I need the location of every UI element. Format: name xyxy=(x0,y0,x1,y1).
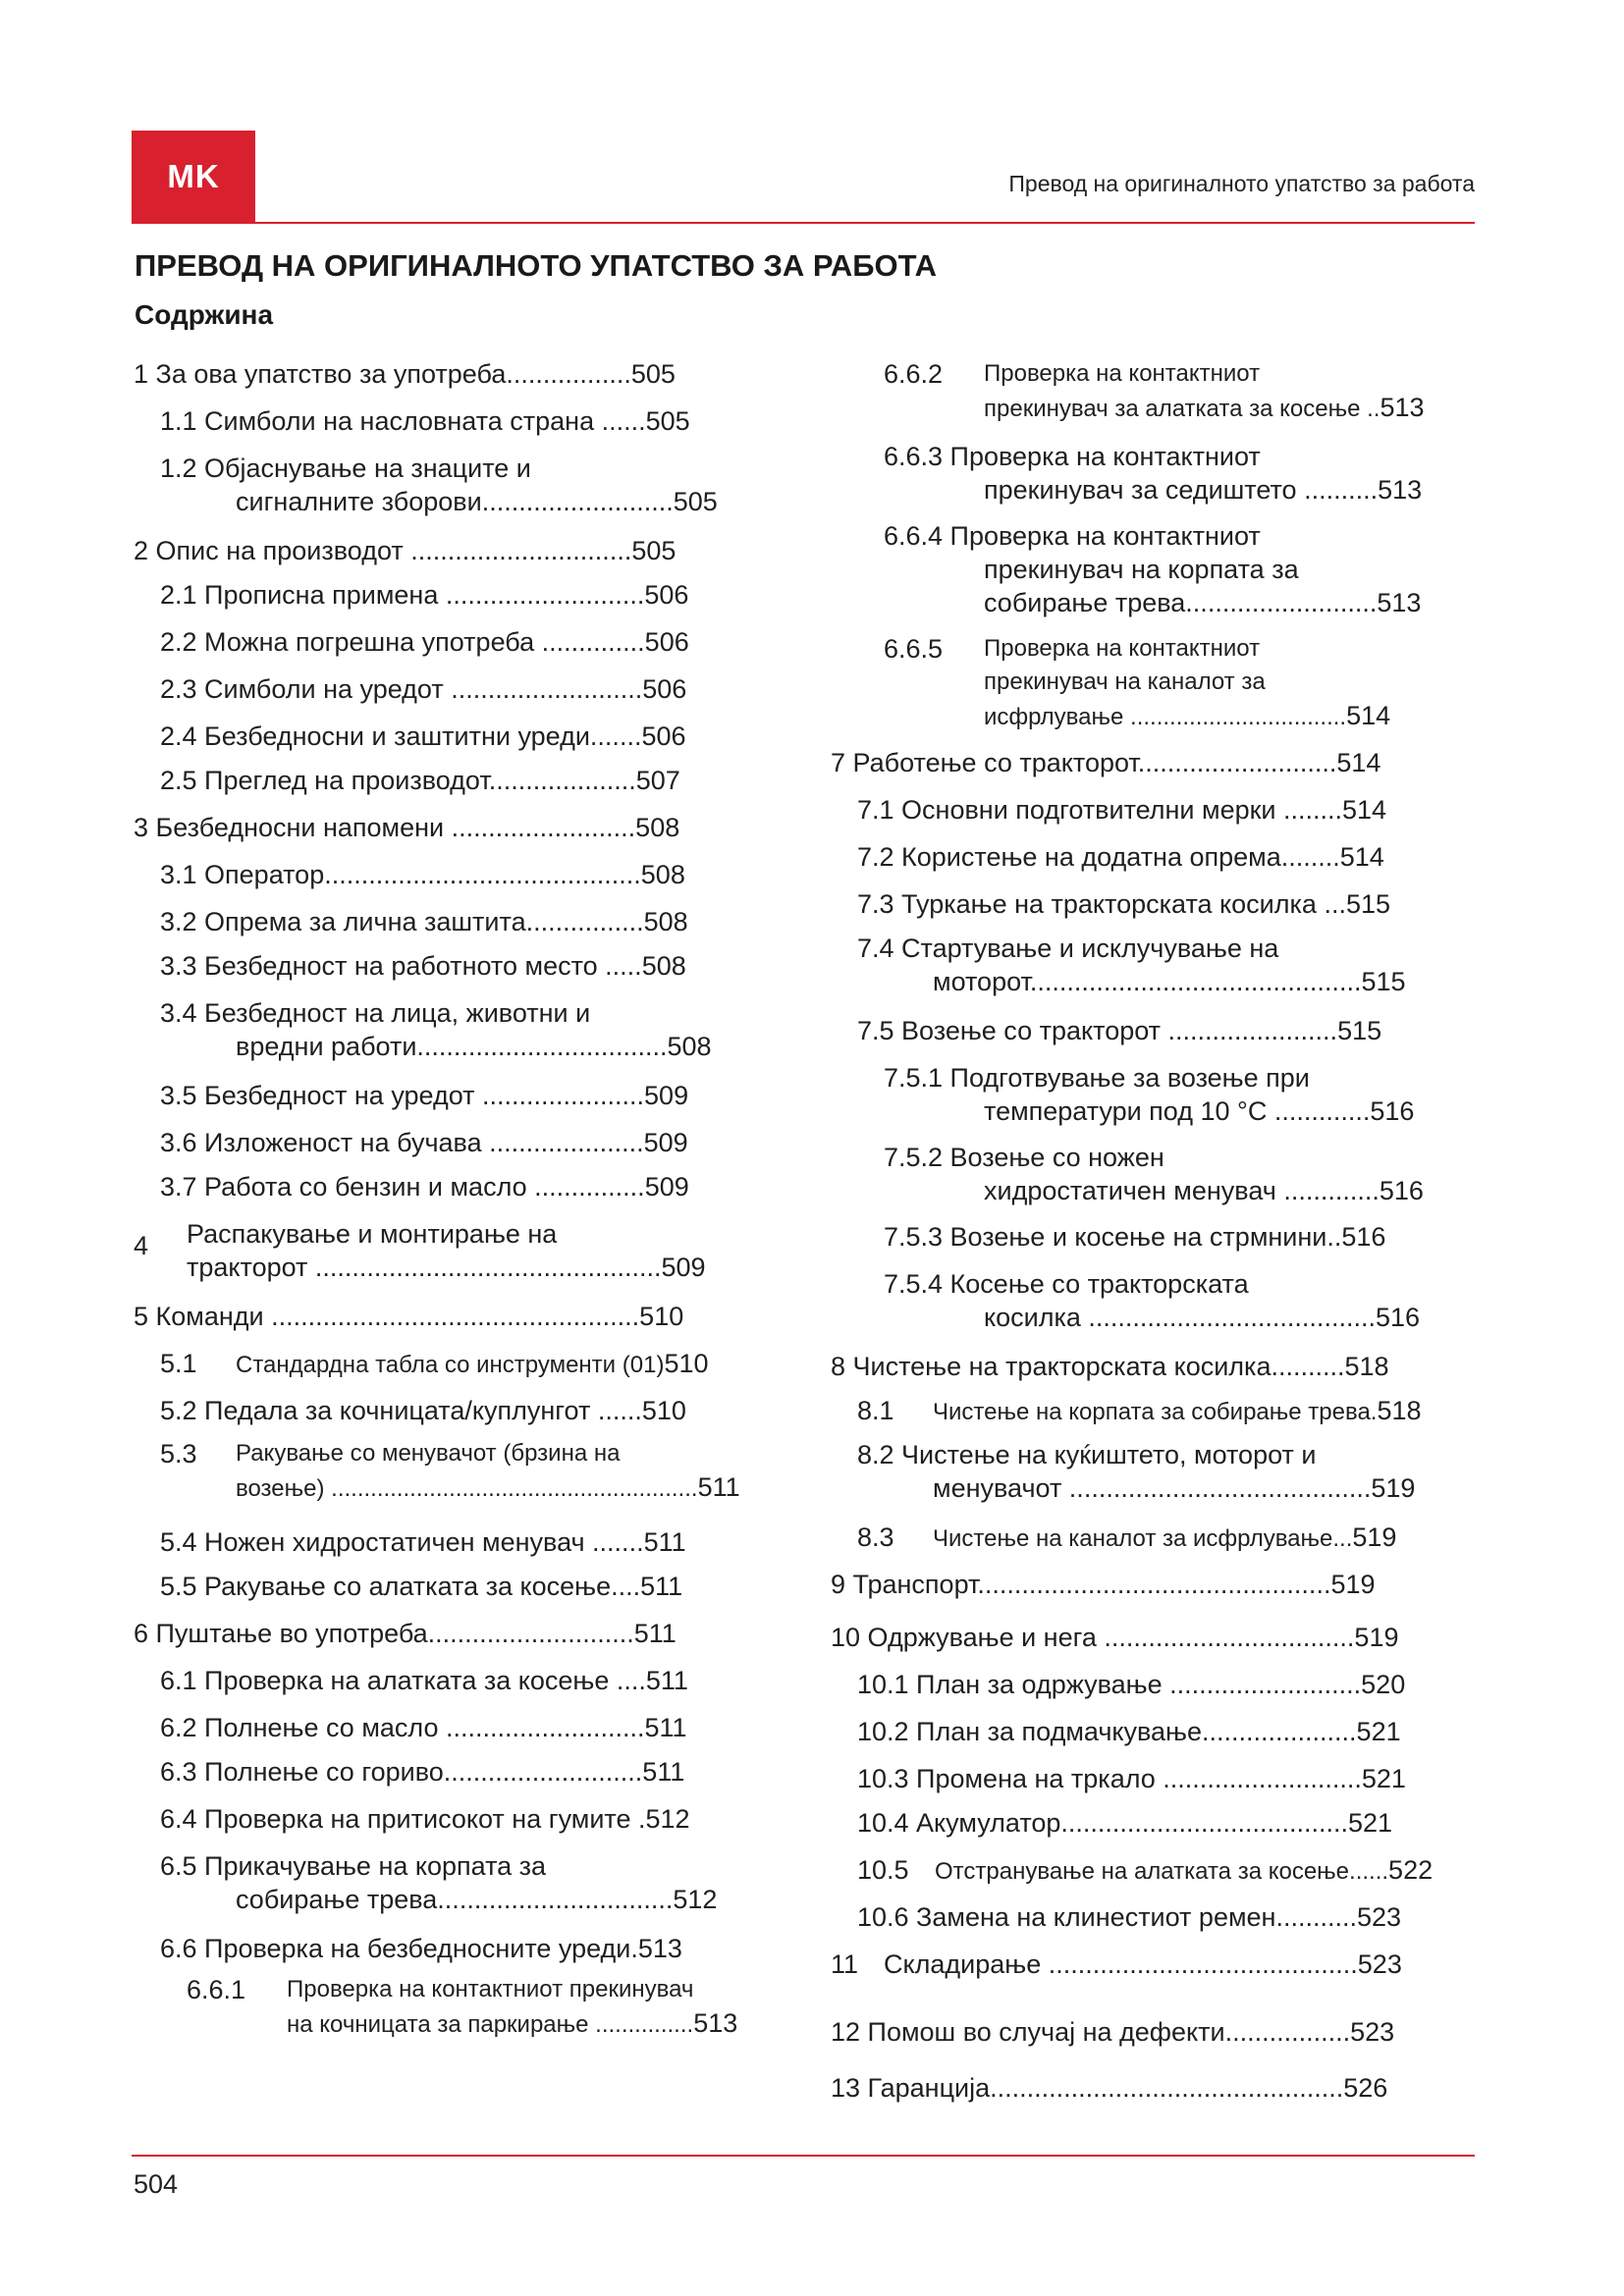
toc-entry-number: 8.3 xyxy=(857,1522,894,1552)
toc-page-number: 516 xyxy=(1370,1096,1415,1126)
toc-entry-text: 3.4 Безбедност на лица, животни и xyxy=(160,998,591,1028)
toc-page-number: 508 xyxy=(643,907,688,936)
toc-page-number: 509 xyxy=(661,1253,706,1282)
toc-entry-text: прекинувач за седиштето .......... xyxy=(984,475,1379,505)
toc-entry-text: 6.4 Проверка на притисокот на гумите . xyxy=(160,1804,646,1834)
header-title: Превод на оригиналното упатство за работа xyxy=(1008,171,1475,196)
toc-page-number: 521 xyxy=(1356,1717,1401,1746)
toc-entry-text: Распакување и монтирање на xyxy=(187,1219,558,1249)
toc-entry-text: возење) ........................................................ xyxy=(236,1475,698,1502)
toc-entry-text: 10.4 Акумулатор....................................... xyxy=(857,1808,1348,1838)
toc-entry-text: 8.2 Чистење на куќиштето, моторот и xyxy=(857,1440,1317,1469)
toc-entry-text: 7.5.2 Возење со ножен xyxy=(884,1143,1164,1172)
toc-entry-number: 4 xyxy=(134,1231,149,1260)
toc-page-number: 514 xyxy=(1346,701,1391,730)
toc-entry-text: 3.2 Опрема за лична заштита................ xyxy=(160,907,644,936)
toc-page-number: 509 xyxy=(644,1172,689,1201)
toc-entry-text: 5.4 Ножен хидростатичен менувач ....... xyxy=(160,1527,644,1557)
toc-page-number: 511 xyxy=(697,1472,740,1502)
toc-page-number: 510 xyxy=(639,1302,684,1331)
toc-entry-text: 3.1 Оператор........................................... xyxy=(160,860,641,889)
toc-page-number: 520 xyxy=(1361,1670,1406,1699)
toc-page-number: 505 xyxy=(673,487,718,516)
page-number: 504 xyxy=(134,2169,179,2199)
toc-page-number: 514 xyxy=(1342,795,1387,825)
toc-entry-text: 9 Транспорт................................................ xyxy=(831,1570,1331,1599)
toc-page-number: 509 xyxy=(644,1081,689,1110)
toc-page-number: 513 xyxy=(693,2008,738,2038)
toc-entry-text: 7.5.1 Подготвување за возење при xyxy=(884,1063,1310,1093)
toc-entry-text: 7.3 Туркање на тракторската косилка ... xyxy=(857,889,1346,919)
toc-entry-text: Проверка на контактниот xyxy=(984,360,1261,387)
toc-page-number: 522 xyxy=(1388,1855,1434,1885)
toc-page-number: 519 xyxy=(1354,1623,1399,1652)
toc-entry-text: 5 Команди .................................................. xyxy=(134,1302,640,1331)
toc-page-number: 514 xyxy=(1339,842,1384,872)
toc-page-number: 506 xyxy=(644,580,689,610)
toc-entry-text: 10.3 Промена на тркало ........................... xyxy=(857,1764,1362,1793)
toc-page-number: 523 xyxy=(1357,1949,1402,1979)
toc-entry-text: прекинувач за алатката за косење .. xyxy=(984,396,1380,422)
toc-page-number: 510 xyxy=(641,1396,686,1425)
toc-entry-text: 8 Чистење на тракторската косилка.......... xyxy=(831,1352,1345,1381)
toc-entry-text: 7 Работење со тракторот........................... xyxy=(831,748,1337,777)
toc-entry-text: сигналните зборови.......................... xyxy=(236,487,674,516)
toc-entry-text: Отстранување на алатката за косење...... xyxy=(935,1858,1389,1885)
toc-entry-text: 3 Безбедносни напомени ......................... xyxy=(134,813,636,842)
toc-page-number: 515 xyxy=(1337,1016,1382,1045)
toc-page-number: 506 xyxy=(644,627,689,657)
toc-entry-text: 1 За ова упатство за употреба................. xyxy=(134,359,631,389)
toc-entry-text: собирање трева................................ xyxy=(236,1885,674,1914)
toc-entry-text: прекинувач на каналот за xyxy=(984,668,1266,695)
toc-entry-text: Ракување со менувачот (брзина на xyxy=(236,1440,621,1467)
footer-divider xyxy=(132,2155,1475,2157)
toc-page-number: 523 xyxy=(1356,1902,1402,1932)
toc-page-number: 509 xyxy=(643,1128,688,1157)
toc-page-number: 511 xyxy=(644,1713,687,1742)
toc-page-number: 515 xyxy=(1345,889,1391,919)
toc-page-number: 521 xyxy=(1361,1764,1406,1793)
toc-page-number: 511 xyxy=(640,1572,683,1601)
toc-entry-text: 7.2 Користење на додатна опрема........ xyxy=(857,842,1340,872)
toc-entry-text: 6.5 Прикачување на корпата за xyxy=(160,1851,547,1881)
toc-entry-number: 6.6.1 xyxy=(187,1975,246,2004)
toc-entry-text: 10.6 Замена на клинестиот ремен........... xyxy=(857,1902,1357,1932)
toc-page-number: 508 xyxy=(635,813,680,842)
toc-page-number: 511 xyxy=(645,1666,688,1695)
toc-entry-text: собирање трева.......................... xyxy=(984,588,1378,617)
toc-page-number: 519 xyxy=(1352,1522,1397,1552)
toc-entry-text: прекинувач на корпата за xyxy=(984,555,1299,584)
toc-page-number: 505 xyxy=(645,406,690,436)
toc-entry-text: 6.6.3 Проверка на контактниот xyxy=(884,442,1261,471)
toc-entry-text: вредни работи.................................. xyxy=(236,1032,668,1061)
toc-entry-text: 3.3 Безбедност на работното место ..... xyxy=(160,951,642,981)
toc-entry-text: 10 Одржување и нега .................................. xyxy=(831,1623,1355,1652)
toc-page-number: 513 xyxy=(1380,393,1425,422)
toc-page-number: 514 xyxy=(1336,748,1381,777)
toc-entry-text: 2.4 Безбедносни и заштитни уреди....... xyxy=(160,721,642,751)
toc-entry-text: 7.5.3 Возење и косење на стрмнини.. xyxy=(884,1222,1342,1252)
toc-entry-text: 7.1 Основни подготвителни мерки ........ xyxy=(857,795,1343,825)
toc-entry-text: 10.1 План за одржување .......................... xyxy=(857,1670,1362,1699)
toc-entry-text: исфрлување ................................. xyxy=(984,704,1347,730)
toc-entry-text: хидростатичен менувач ............. xyxy=(984,1176,1380,1205)
toc-entry-text: тракторот ............................................... xyxy=(187,1253,662,1282)
toc-entry-text: 2 Опис на производот .............................. xyxy=(134,536,632,565)
toc-entry-text: Чистење на каналот за исфрлување... xyxy=(933,1525,1353,1552)
toc-entry-text: 7.4 Стартување и исклучување на xyxy=(857,934,1279,963)
toc-page-number: 521 xyxy=(1347,1808,1393,1838)
toc-entry-text: температури под 10 °C ............. xyxy=(984,1096,1371,1126)
toc-page-number: 516 xyxy=(1341,1222,1386,1252)
toc-entry-text: 1.1 Симболи на насловната страна ...... xyxy=(160,406,646,436)
toc-entry-text: 13 Гаранција................................................ xyxy=(831,2073,1344,2103)
toc-page-number: 516 xyxy=(1379,1176,1424,1205)
toc-entry-text: моторот............................................. xyxy=(933,967,1362,996)
toc-page-number: 516 xyxy=(1375,1303,1421,1332)
toc-page-number: 508 xyxy=(641,951,686,981)
toc-entry-text: Проверка на контактниот прекинувач xyxy=(287,1976,694,2002)
toc-entry-text: 12 Помош во случај на дефекти................. xyxy=(831,2017,1351,2047)
toc-entry-number: 10.5 xyxy=(857,1855,909,1885)
header-divider xyxy=(132,222,1475,224)
toc-entry-text: на кочницата за паркирање ............... xyxy=(287,2011,694,2038)
toc-page-number: 505 xyxy=(630,359,676,389)
toc-page-number: 510 xyxy=(664,1349,709,1378)
toc-entry-text: 5.5 Ракување со алатката за косење.... xyxy=(160,1572,641,1601)
toc-entry-text: 6.6.4 Проверка на контактниот xyxy=(884,521,1261,551)
toc-entry-text: 5.2 Педала за кочницата/куплунгот ...... xyxy=(160,1396,642,1425)
toc-page-number: 526 xyxy=(1343,2073,1388,2103)
toc-entry-number: 6.6.5 xyxy=(884,634,944,664)
toc-entry-text: Складирање .......................................... xyxy=(884,1949,1358,1979)
toc-entry-number: 5.3 xyxy=(160,1439,197,1468)
contents-heading: Содржина xyxy=(135,299,274,330)
toc-entry-text: 7.5.4 Косење со тракторската xyxy=(884,1269,1249,1299)
toc-entry-text: 10.2 План за подмачкување..................... xyxy=(857,1717,1357,1746)
toc-page-number: 511 xyxy=(633,1619,677,1648)
toc-entry-text: 6 Пуштање во употреба............................ xyxy=(134,1619,634,1648)
toc-entry-text: 7.5 Возење со тракторот ....................... xyxy=(857,1016,1338,1045)
toc-page-number: 518 xyxy=(1377,1396,1422,1425)
toc-entry-text: косилка ....................................... xyxy=(984,1303,1376,1332)
toc-entry-text: 2.1 Прописна примена ........................... xyxy=(160,580,645,610)
toc-entry-text: Чистење на корпата за собирање трева. xyxy=(933,1399,1378,1425)
toc-entry-text: 6.3 Полнење со гориво........................... xyxy=(160,1757,643,1787)
toc-entry-text: 2.2 Можна погрешна употреба .............. xyxy=(160,627,645,657)
toc-entry-text: 6.2 Полнење со масло ........................... xyxy=(160,1713,645,1742)
toc-entry-number: 6.6.2 xyxy=(884,359,944,389)
toc-entry-number: 8.1 xyxy=(857,1396,894,1425)
toc-page-number: 511 xyxy=(642,1757,685,1787)
toc-page-number: 518 xyxy=(1344,1352,1389,1381)
toc-page-number: 511 xyxy=(643,1527,686,1557)
toc-page-number: 513 xyxy=(1377,588,1422,617)
toc-page-number: 508 xyxy=(640,860,685,889)
toc-entry-text: 2.3 Симболи на уредот .......................... xyxy=(160,674,643,704)
toc-entry-text: 2.5 Преглед на производот.................... xyxy=(160,766,636,795)
toc-page-number: 506 xyxy=(641,721,686,751)
toc-page-number: 515 xyxy=(1361,967,1406,996)
toc-page-number: 508 xyxy=(667,1032,712,1061)
toc-page-number: 505 xyxy=(631,536,677,565)
toc-entry-text: Стандардна табла со инструменти (01) xyxy=(236,1352,665,1378)
toc-entry-number: 11 xyxy=(831,1949,859,1979)
toc-page-number: 512 xyxy=(673,1885,718,1914)
toc-page-number: 512 xyxy=(645,1804,690,1834)
toc-page-number: 523 xyxy=(1350,2017,1395,2047)
toc-page-number: 519 xyxy=(1330,1570,1376,1599)
toc-entry-text: 3.6 Изложеност на бучава ..................... xyxy=(160,1128,644,1157)
toc-entry-text: 6.6 Проверка на безбедносните уреди. xyxy=(160,1934,638,1963)
toc-entry-text: менувачот ......................................... xyxy=(933,1473,1372,1503)
toc-page-number: 513 xyxy=(1378,475,1423,505)
language-badge: MK xyxy=(132,131,255,222)
toc-entry-text: 3.5 Безбедност на уредот ...................... xyxy=(160,1081,645,1110)
document-title: ПРЕВОД НА ОРИГИНАЛНОТО УПАТСТВО ЗА РАБОТА xyxy=(135,248,938,283)
toc-page-number: 506 xyxy=(642,674,687,704)
toc-entry-text: 6.1 Проверка на алатката за косење .... xyxy=(160,1666,646,1695)
toc-page-number: 513 xyxy=(637,1934,682,1963)
toc-entry-text: 3.7 Работа со бензин и масло ............... xyxy=(160,1172,645,1201)
toc-entry-text: Проверка на контактниот xyxy=(984,635,1261,662)
toc-page-number: 507 xyxy=(635,766,680,795)
toc-entry-number: 5.1 xyxy=(160,1349,197,1378)
toc-page-number: 519 xyxy=(1371,1473,1416,1503)
toc-entry-text: 1.2 Објаснување на знаците и xyxy=(160,454,531,483)
